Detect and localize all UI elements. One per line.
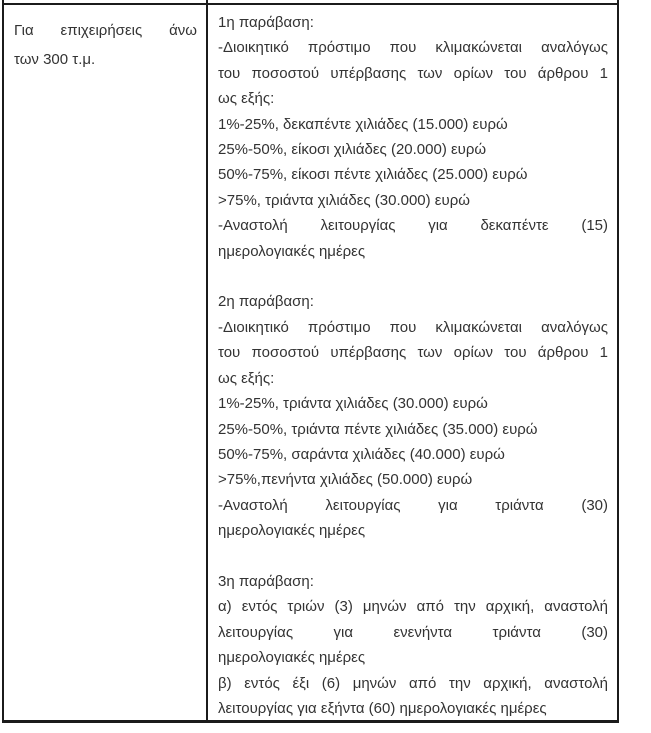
text-line: ως εξής: [218, 369, 275, 387]
text-line: ημερολογιακές ημέρες [218, 242, 366, 260]
text-line: 1%-25%, τριάντα χιλιάδες (30.000) ευρώ [218, 395, 488, 413]
text-line: -Διοικητικό πρόστιμο που κλιμακώνεται αναλόγως [218, 318, 608, 336]
penalties-detail-cell [208, 5, 617, 720]
text-line: Για επιχειρήσεις άνω [14, 22, 197, 39]
text-line: >75%, τριάντα χιλιάδες (30.000) ευρώ [218, 191, 470, 209]
text-line: 25%-50%, τριάντα πέντε χιλιάδες (35.000) ευρώ [218, 420, 538, 438]
text-line: 1η παράβαση: [218, 14, 314, 31]
text-line: ημερολογιακές ημέρες [218, 522, 366, 540]
text-line: λειτουργίας για εξήντα (60) ημερολογιακές ημέρες [218, 699, 547, 717]
text-line: ως εξής: [218, 90, 275, 108]
text-line [218, 544, 608, 569]
text-line: α) εντός τριών (3) μηνών από την αρχική, αναστολή [218, 598, 608, 616]
text-line: -Αναστολή λειτουργίας για τριάντα (30) [218, 496, 608, 514]
text-line: 50%-75%, είκοσι πέντε χιλιάδες (25.000) ευρώ [218, 166, 528, 184]
text-line: >75%,πενήντα χιλιάδες (50.000) ευρώ [218, 471, 473, 489]
text-line: του ποσοστού υπέρβασης των ορίων του άρθρου 1 [218, 344, 608, 362]
text-line: -Αναστολή λειτουργίας για δεκαπέντε (15) [218, 217, 608, 235]
text-line: -Διοικητικό πρόστιμο που κλιμακώνεται αναλόγως [218, 39, 608, 57]
text-line: 50%-75%, σαράντα χιλιάδες (40.000) ευρώ [218, 445, 505, 463]
text-line: 3η παράβαση: [218, 572, 314, 590]
text-line: ημερολογιακές ημέρες [218, 649, 366, 667]
text-line: του ποσοστού υπέρβασης των ορίων του άρθρου 1 [218, 64, 608, 82]
text-line: 1%-25%, δεκαπέντε χιλιάδες (15.000) ευρώ [218, 115, 508, 133]
text-line: λειτουργίας για ενενήντα τριάντα (30) [218, 623, 608, 641]
text-line [218, 264, 608, 289]
text-line: 25%-50%, είκοσι χιλιάδες (20.000) ευρώ [218, 141, 487, 159]
text-line: β) εντός έξι (6) μηνών από την αρχική, αναστολή [218, 674, 608, 692]
penalties-table-row [2, 3, 619, 723]
text-line: των 300 τ.μ. [14, 51, 96, 68]
business-category-cell [4, 5, 208, 720]
text-line: 2η παράβαση: [218, 293, 314, 311]
